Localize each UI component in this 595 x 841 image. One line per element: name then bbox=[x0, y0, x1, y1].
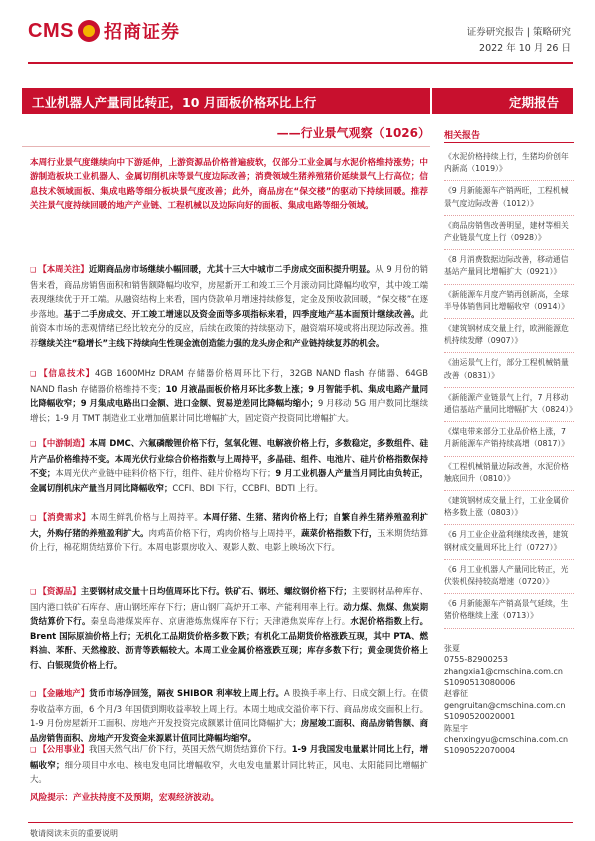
related-report-item[interactable]: 《9 月新能源车产销两旺，工程机械景气度边际改善（1012）》 bbox=[444, 181, 574, 215]
section-tag: 【信息技术】 bbox=[38, 368, 95, 378]
footer-divider bbox=[28, 822, 573, 823]
section-highlight: 近期商品房市场继续小幅回暖，尤其十三大中城市二手房成交面积提升明显。 bbox=[88, 264, 376, 274]
related-report-item[interactable]: 《新能源产业链景气上行，7 月移动通信基站产量同比增幅扩大（0824）》 bbox=[444, 388, 574, 422]
section-highlight: 蔬菜价格指数下行， bbox=[301, 527, 378, 538]
analyst-name: 陈星宇 bbox=[444, 723, 468, 733]
cms-logo bbox=[28, 18, 180, 44]
section-highlight: 10 月液晶面板价格月环比多数上涨；9 月智能手机、集成电路产量同比降幅收窄；9 月集成电路出口金额、进口金额、贸易逆差同比降幅均缩小； bbox=[30, 383, 428, 409]
section-highlight: 水泥价格指数上行。Brent 国际原油价格上行；无机化工品期货价格多数下跌；有机化工品期货价格涨跌互现，其中 PTA、燃料油、苯酐、天然橡胶、沥青等跌幅较大。本周工业金属价格涨跌互现；库存多数下行；黄金现货价格上行、白银现货价格上行。 bbox=[30, 616, 429, 670]
header-divider bbox=[28, 62, 573, 64]
sidebar bbox=[444, 128, 577, 757]
section-resources bbox=[30, 584, 428, 673]
related-report-item[interactable]: 《6 月工业机器人产量同比转正，光伏装机保持较高增速（0720）》 bbox=[444, 560, 574, 594]
section-highlight: 动力煤、焦煤、焦炭期货结算价下行。 bbox=[30, 601, 429, 627]
section-text: 肉鸡苗价格下行，鸡肉价格与上周持平， bbox=[148, 527, 302, 538]
related-report-item[interactable]: 《6 月新能源车产销高景气延续，生猪价格继续上涨（0713）》 bbox=[444, 594, 574, 628]
bullet-icon: ❑ bbox=[30, 370, 37, 378]
related-report-item[interactable]: 《建筑钢材成交量上行，工业金属价格多数上涨（0803）》 bbox=[444, 491, 574, 525]
related-report-item[interactable]: 《水泥价格持续上行，生猪均价创年内新高（1019）》 bbox=[444, 147, 574, 181]
report-type: 证券研究报告 | 策略研究 bbox=[466, 27, 571, 38]
report-date: 2022 年 10 月 26 日 bbox=[479, 43, 571, 54]
section-finance-real-estate bbox=[30, 686, 428, 745]
bullet-icon: ❑ bbox=[30, 690, 37, 698]
bullet-icon: ❑ bbox=[30, 588, 37, 596]
section-consumer-demand bbox=[30, 510, 428, 555]
analyst-email-link[interactable]: zhangxia1@cmschina.com.cn bbox=[444, 666, 563, 676]
section-text: 9 月移动 5G 用户数同比继续增长；1-9 月 TMT 制造业工业增加值累计同比增幅扩大，固定资产投资同比增幅扩大。 bbox=[30, 398, 428, 423]
section-text: 4GB 1600MHz DRAM 存储器价格周环比下行，32GB NAND flash 存储器、64GB NAND flash 存储器价格维持不变； bbox=[30, 368, 428, 394]
section-tag: 【金融地产】 bbox=[38, 688, 90, 698]
analyst-license: S1090513080006 bbox=[444, 677, 516, 687]
related-report-item[interactable]: 《8 月消费数据边际改善，移动通信基站产量同比增幅扩大（0921）》 bbox=[444, 250, 574, 284]
section-text: 主要钢材品种库存、国内港口铁矿石库存、唐山钢坯库存下行；唐山钢厂高炉开工率、产能利用率上行。 bbox=[30, 586, 429, 612]
section-tag: 【中游制造】 bbox=[38, 438, 90, 448]
bullet-icon: ❑ bbox=[30, 266, 37, 274]
analyst-contacts bbox=[444, 643, 574, 757]
related-report-item[interactable]: 《6 月工业企业盈利继续改善，建筑钢材成交量周环比上行（0727）》 bbox=[444, 525, 574, 559]
section-highlight: 9 月工业机器人产量当月同比由负转正，金属切削机床产量当月同比降幅收窄； bbox=[30, 468, 429, 493]
section-text: 本周生鲜乳价格与上周持平。 bbox=[90, 512, 204, 522]
bullet-icon: ❑ bbox=[30, 746, 37, 754]
bullet-icon: ❑ bbox=[30, 440, 37, 448]
related-reports-heading: 相关报告 bbox=[444, 131, 481, 141]
analyst-license: S1090522070004 bbox=[444, 746, 516, 756]
subtitle-divider bbox=[22, 146, 430, 147]
footer-note: 敬请阅读末页的重要说明 bbox=[30, 829, 118, 838]
section-text: 本周光伏产业链中硅料价格下行，组件、硅片价格均下行； bbox=[55, 468, 276, 479]
section-text: 细分项目中水电、核电发电同比增幅收窄，火电发电量累计同比转正，风电、太阳能同比增幅扩大。 bbox=[30, 759, 429, 785]
logo-wordmark: CMS bbox=[28, 19, 74, 42]
section-text: 秦皇岛港煤炭库存、京唐港炼焦煤库存下行；天津港焦炭库存上行。 bbox=[90, 616, 351, 627]
section-text: 从 9 月份的销售来看，商品房销售面积和销售额降幅均收窄，房屋新开工和竣工三个月滚动同比降幅均收窄，其中竣工端表现继续优于开工端。从融资结构上来看，国内贷款单月增速持续修复，定金及预收款回暖，“保交楼”在逐步落地。 bbox=[30, 264, 429, 319]
logo-emblem-icon bbox=[78, 20, 100, 42]
risk-warning: 风险提示：产业扶持度不及预期，宏观经济波动。 bbox=[30, 793, 220, 803]
section-tag: 【本周关注】 bbox=[38, 264, 89, 274]
analyst-email-link[interactable]: chenxingyu@cmschina.com.cn bbox=[444, 734, 569, 744]
related-reports-list bbox=[444, 147, 577, 629]
section-midstream-manufacturing bbox=[30, 436, 428, 495]
section-tag: 【资源品】 bbox=[38, 586, 81, 596]
related-report-item[interactable]: 《工程机械销量边际改善，水泥价格触底回升（0810）》 bbox=[444, 457, 574, 491]
section-highlight: 继续关注“稳增长”主线下持续向生性现金流创造能力强的龙头房企和产业链持续复苏的机会。 bbox=[38, 337, 385, 348]
bullet-icon: ❑ bbox=[30, 514, 37, 522]
related-report-item[interactable]: 《油运景气上行，部分工程机械销量改善（0831）》 bbox=[444, 353, 574, 387]
section-tag: 【公用事业】 bbox=[38, 744, 90, 754]
report-header bbox=[0, 0, 595, 80]
logo-chinese-name: 招商证券 bbox=[103, 22, 180, 43]
analyst-name: 赵睿征 bbox=[444, 689, 468, 699]
related-report-item[interactable]: 《建筑钢材成交量上行，欧洲能源危机持续发酵（0907）》 bbox=[444, 319, 574, 353]
related-report-item[interactable]: 《商品房销售改善明显，建材等相关产业链景气度上行（0928）》 bbox=[444, 216, 574, 250]
section-text: CCFI、BDI 下行，CCBFI、BDTI 上行。 bbox=[172, 482, 323, 493]
report-subtitle: ——行业景气观察（1026） bbox=[276, 126, 430, 140]
summary-paragraph: 本周行业景气度继续向中下游延伸，上游资源品价格普遍疲软，仅部分工业金属与水泥价格维持涨势；中游制造板块工业机器人、金属切削机床等景气度边际改善；消费领域生猪养殖猪价延续景气上行高位；信息技术领域面板、集成电路等细分板块景气度改善；此外，商品房在“保交楼”的驱动下持续回暖。推荐关注景气度持续回暖的地产产业链、工程机械以及边际向好的面板、集成电路等细分领域。 bbox=[30, 158, 428, 212]
report-category-label: 定期报告 bbox=[432, 88, 573, 114]
analyst-email-link[interactable]: gengruitan@cmschina.com.cn bbox=[444, 700, 566, 710]
section-tag: 【消费需求】 bbox=[38, 512, 91, 522]
section-highlight: 本周仔猪、生猪、猪肉价格上行；自繁自养生猪养殖盈利扩大，外购仔猪的养殖盈利扩大。 bbox=[30, 512, 429, 538]
report-title: 工业机器人产量同比转正，10 月面板价格环比上行 bbox=[22, 88, 430, 114]
section-utilities bbox=[30, 742, 428, 787]
related-report-item[interactable]: 《新能源车月度产销再创新高，全球半导体销售同比增幅收窄（0914）》 bbox=[444, 285, 574, 319]
section-text: 我国天然气出厂价下行，英国天然气期货结算价下行。 bbox=[89, 744, 292, 754]
section-highlight: 货币市场净回笼，隔夜 SHIBOR 利率较上周上行。 bbox=[89, 688, 284, 698]
section-highlight: 本周 DMC、六氟磷酸锂价格下行，氢氧化锂、电解液价格上行，多数稳定，多数组件、硅片产品价格维持不变。本周光伏行业综合价格指数与上周持平，多晶硅、组件、电池片、硅片价格指数保持不变； bbox=[30, 438, 428, 479]
section-weekly-focus bbox=[30, 262, 428, 351]
analyst-phone: 0755-82900253 bbox=[444, 655, 508, 665]
related-report-item[interactable]: 《煤电带来部分工业品价格上涨，7 月新能源车产销持续高增（0817）》 bbox=[444, 422, 574, 456]
section-highlight: 房屋竣工面积、商品房销售额、商品房销售面积、房地产开发资金来源累计值同比降幅均缩窄。 bbox=[30, 718, 428, 743]
analyst-license: S1090520020001 bbox=[444, 712, 516, 722]
section-highlight: 1-9 月我国发电量累计同比上行，增幅收窄； bbox=[30, 744, 429, 770]
section-text: A 股换手率上行、日成交额上行。在债券收益率方面，6 个月/3 年国债到期收益率较上周上行。本周土地成交溢价率下行、商品房成交面积上行。1-9 月份房屋新开工面积、房地产开发投资完成额累计值同比降幅扩大； bbox=[30, 688, 429, 729]
section-information-technology bbox=[30, 366, 428, 425]
section-highlight: 基于二手房成交、开工竣工增速以及资金面等多项指标来看，四季度地产基本面预计继续改善。 bbox=[63, 308, 420, 319]
section-text: 玉米期货结算价上行，棉花期货结算价下行。本周电影票房收入、观影人数、电影上映场次下行。 bbox=[30, 527, 429, 553]
section-highlight: 主要钢材成交量十日均值周环比下行。铁矿石、钢坯、螺纹钢价格下行； bbox=[80, 586, 352, 596]
analyst-name: 张夏 bbox=[444, 643, 460, 653]
related-reports-divider bbox=[444, 142, 574, 143]
section-text: 此前资本市场的悲观情绪已经比较充分的反应，后续在政策的持续驱动下，融资端环境或将出现边际改善。推荐 bbox=[30, 308, 429, 348]
